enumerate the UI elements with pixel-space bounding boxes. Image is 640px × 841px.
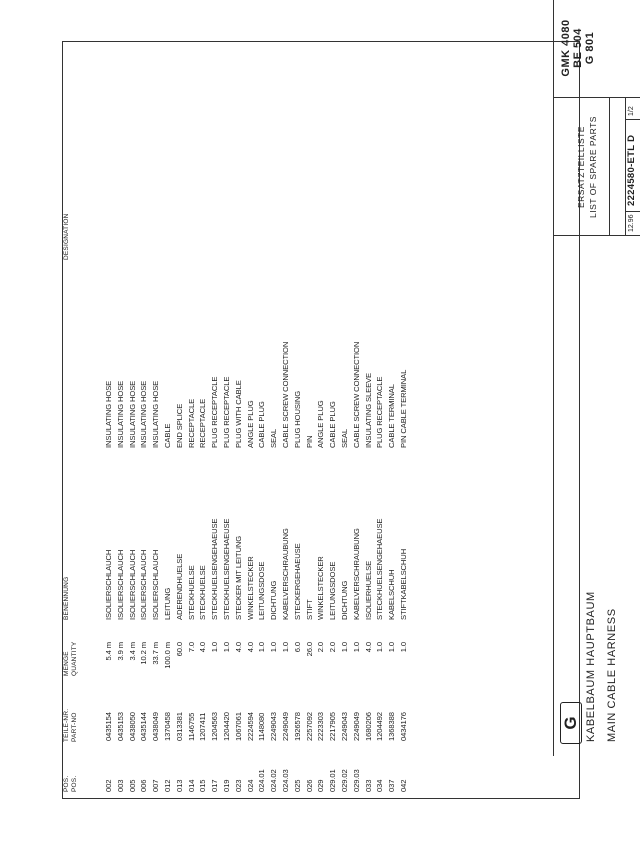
quantity-cell: 3.4 m bbox=[127, 642, 137, 661]
part-no-cell: 1146755 bbox=[186, 712, 196, 741]
benennung-cell: LEITUNG bbox=[163, 587, 172, 620]
pos-cell: 019 bbox=[222, 779, 231, 792]
table-row bbox=[150, 40, 162, 798]
benennung-cell: ISOLIERSCHLAUCH bbox=[104, 549, 113, 620]
model-block bbox=[560, 0, 596, 96]
quantity-cell: 1.0 bbox=[210, 642, 220, 653]
table-row bbox=[245, 40, 257, 798]
designation-cell: INSULATING HOSE bbox=[104, 380, 113, 448]
table-row bbox=[292, 40, 304, 798]
table-row bbox=[127, 40, 139, 798]
part-no-cell: 1204492 bbox=[375, 712, 385, 741]
header-ben-text: BENENNUNG bbox=[63, 576, 70, 620]
table-row bbox=[351, 40, 363, 798]
pos-cell: 024 bbox=[245, 779, 255, 792]
pos-cell: 029 bbox=[316, 779, 326, 792]
quantity-cell: 1.0 bbox=[222, 642, 231, 653]
table-row bbox=[304, 40, 316, 798]
benennung-cell: KABELSCHUH bbox=[387, 569, 397, 620]
header-part-no bbox=[63, 709, 78, 742]
group-number: G 801 bbox=[584, 31, 596, 65]
table-row bbox=[233, 40, 245, 798]
pos-cell: 006 bbox=[139, 779, 149, 792]
designation-cell: RECEPTACLE bbox=[186, 398, 196, 448]
title-block bbox=[553, 0, 640, 756]
part-no-cell: 1204420 bbox=[222, 712, 231, 741]
quantity-cell: 1.0 bbox=[399, 642, 408, 653]
designation-cell: PLUG WITH CABLE bbox=[233, 380, 243, 448]
quantity-cell: 3.9 m bbox=[115, 642, 125, 661]
designation-cell: PLUG RECEPTACLE bbox=[210, 376, 220, 448]
quantity-cell: 4.0 bbox=[245, 642, 255, 653]
designation-cell: ANGLE PLUG bbox=[316, 400, 326, 448]
part-no-cell: 2257092 bbox=[304, 712, 314, 741]
benennung-cell: STECKHUELSENGEHAEUSE bbox=[210, 518, 220, 620]
header-pos-en: POS. bbox=[70, 775, 78, 792]
designation-cell: END SPLICE bbox=[174, 403, 184, 448]
pos-cell: 029.01 bbox=[328, 769, 338, 792]
quantity-cell: 6.0 bbox=[292, 642, 302, 653]
part-no-cell: 1368388 bbox=[387, 712, 397, 741]
part-no-cell: 0435154 bbox=[104, 712, 113, 741]
quantity-cell: 100.0 m bbox=[163, 642, 172, 669]
header-pos-de: POS. bbox=[63, 775, 70, 792]
pos-cell: 034 bbox=[375, 779, 385, 792]
header-des-text: DESIGNATION bbox=[63, 213, 70, 260]
quantity-cell: 33.7 m bbox=[151, 642, 161, 665]
header-benennung bbox=[63, 577, 71, 620]
benennung-cell: WINKELSTECKER bbox=[245, 556, 255, 620]
table-row bbox=[339, 40, 351, 798]
benennung-cell: ADERENDHUELSE bbox=[174, 553, 184, 620]
table-row bbox=[363, 40, 375, 798]
designation-cell: CABLE bbox=[163, 423, 172, 448]
pos-cell: 013 bbox=[174, 779, 184, 792]
pos-cell: 023 bbox=[233, 779, 243, 792]
designation-cell: PIN bbox=[304, 435, 314, 448]
benennung-cell: KABELVERSCHRAUBUNG bbox=[281, 528, 290, 620]
benennung-cell: STIFT bbox=[304, 599, 314, 620]
benennung-cell: ISOLIERSCHLAUCH bbox=[139, 549, 149, 620]
part-no-cell: 2249049 bbox=[351, 712, 361, 741]
benennung-cell: STECKHUELSE bbox=[186, 565, 196, 620]
part-no-cell: 0313381 bbox=[174, 712, 184, 741]
quantity-cell: 1.0 bbox=[340, 642, 349, 653]
quantity-cell: 1.0 bbox=[281, 642, 290, 653]
pos-cell: 007 bbox=[151, 779, 161, 792]
benennung-cell: ISOLIERSCHLAUCH bbox=[127, 549, 137, 620]
part-no-cell: 0438050 bbox=[127, 712, 137, 741]
benennung-cell: ISOLIERSCHLAUCH bbox=[151, 549, 161, 620]
header-part-en: PART-NO bbox=[70, 712, 78, 742]
pos-cell: 037 bbox=[387, 779, 397, 792]
part-no-cell: 2224594 bbox=[245, 712, 255, 741]
table-row bbox=[138, 40, 150, 798]
benennung-cell: STECKHUELSENGEHAEUSE bbox=[375, 518, 385, 620]
ersatzteilliste-label: ERSATZTEILLISTE bbox=[576, 126, 586, 208]
table-row bbox=[374, 40, 386, 798]
quantity-cell: 1.0 bbox=[375, 642, 385, 653]
header-designation bbox=[63, 213, 71, 260]
sheet-number: 1/2 bbox=[628, 106, 635, 116]
header-part-de: TEILE-NR. bbox=[63, 708, 70, 742]
designation-cell: INSULATING HOSE bbox=[139, 380, 149, 448]
quantity-cell: 7.0 bbox=[186, 642, 196, 653]
designation-cell: CABLE SCREW CONNECTION bbox=[351, 341, 361, 448]
designation-cell: CABLE SCREW CONNECTION bbox=[281, 341, 290, 448]
logo-icon: G bbox=[560, 702, 582, 744]
parts-list-frame bbox=[62, 19, 637, 799]
header-qty-en: QUANTITY bbox=[70, 641, 78, 676]
document-number: 2224580-ETL D bbox=[626, 134, 637, 206]
pos-cell: 003 bbox=[115, 779, 125, 792]
benennung-cell: STECKERGEHAEUSE bbox=[292, 543, 302, 620]
pos-cell: 017 bbox=[210, 779, 220, 792]
divider bbox=[625, 211, 640, 212]
quantity-cell: 4.0 bbox=[233, 642, 243, 653]
table-row bbox=[209, 40, 221, 798]
part-no-cell: 1067061 bbox=[233, 712, 243, 741]
designation-cell: ANGLE PLUG bbox=[245, 400, 255, 448]
pos-cell: 005 bbox=[127, 779, 137, 792]
quantity-cell: 1.0 bbox=[269, 642, 279, 653]
quantity-cell: 10.2 m bbox=[139, 642, 149, 665]
pos-cell: 025 bbox=[292, 779, 302, 792]
designation-cell: RECEPTACLE bbox=[198, 398, 208, 448]
pos-cell: 029.03 bbox=[351, 769, 361, 792]
part-no-cell: 0434176 bbox=[399, 712, 408, 741]
table-row bbox=[103, 40, 115, 798]
header-qty-de: MENGE bbox=[63, 651, 70, 676]
divider bbox=[625, 119, 640, 120]
table-row bbox=[174, 40, 186, 798]
title-german: KABELBAUM HAUPTBAUM bbox=[585, 591, 597, 742]
designation-cell: PIN CABLE TERMINAL bbox=[399, 369, 408, 448]
quantity-cell: 1.0 bbox=[351, 642, 361, 653]
benennung-cell: DICHTUNG bbox=[340, 580, 349, 620]
part-no-cell: 1370458 bbox=[163, 712, 172, 741]
part-no-cell: 0438049 bbox=[151, 712, 161, 741]
header-quantity bbox=[63, 642, 78, 676]
quantity-cell: 2.0 bbox=[328, 642, 338, 653]
designation-cell: CABLE PLUG bbox=[257, 401, 267, 448]
designation-cell: CABLE PLUG bbox=[328, 401, 338, 448]
issue-date: 12.96 bbox=[628, 214, 635, 232]
pos-cell: 026 bbox=[304, 779, 314, 792]
quantity-cell: 1.0 bbox=[257, 642, 267, 653]
benennung-cell: DICHTUNG bbox=[269, 580, 279, 620]
table-row bbox=[268, 40, 280, 798]
designation-cell: CABLE TERMINAL bbox=[387, 384, 397, 448]
spare-parts-label: LIST OF SPARE PARTS bbox=[588, 116, 598, 218]
table-row bbox=[327, 40, 339, 798]
quantity-cell: 4.0 bbox=[198, 642, 208, 653]
table-row bbox=[398, 40, 410, 798]
table-row bbox=[280, 40, 292, 798]
part-no-cell: 2249043 bbox=[340, 712, 349, 741]
part-no-cell: 2223303 bbox=[316, 712, 326, 741]
benennung-cell: LEITUNGSDOSE bbox=[328, 561, 338, 620]
designation-cell: PLUG RECEPTACLE bbox=[222, 376, 231, 448]
benennung-cell: LEITUNGSDOSE bbox=[257, 561, 267, 620]
table-row bbox=[162, 40, 174, 798]
pos-cell: 002 bbox=[104, 779, 113, 792]
part-no-cell: 1207411 bbox=[198, 712, 208, 741]
designation-cell: SEAL bbox=[269, 428, 279, 448]
quantity-cell: 26.0 bbox=[304, 642, 314, 657]
pos-cell: 014 bbox=[186, 779, 196, 792]
quantity-cell: 2.0 bbox=[316, 642, 326, 653]
table-row bbox=[256, 40, 268, 798]
benennung-cell: ISOLIERHUELSE bbox=[363, 560, 373, 620]
pos-cell: 012 bbox=[163, 779, 172, 792]
pos-cell: 024.03 bbox=[281, 769, 290, 792]
part-no-cell: 1926578 bbox=[292, 712, 302, 741]
designation-cell: PLUG HOUSING bbox=[292, 390, 302, 448]
part-no-cell: 2217905 bbox=[328, 712, 338, 741]
designation-cell: INSULATING SLEEVE bbox=[363, 373, 373, 448]
designation-cell: INSULATING HOSE bbox=[127, 380, 137, 448]
part-no-cell: 0435153 bbox=[115, 712, 125, 741]
model-number: GMK 4080 bbox=[560, 19, 572, 77]
designation-cell: PLUG RECEPTACLE bbox=[375, 376, 385, 448]
divider bbox=[609, 98, 610, 236]
pos-cell: 024.01 bbox=[257, 769, 267, 792]
header-pos bbox=[63, 776, 78, 792]
benennung-cell: STECKHUELSE bbox=[198, 565, 208, 620]
part-no-cell: 1204563 bbox=[210, 712, 220, 741]
pos-cell: 015 bbox=[198, 779, 208, 792]
benennung-cell: STECKER MIT LEITUNG bbox=[233, 535, 243, 620]
table-row bbox=[197, 40, 209, 798]
title-english: MAIN CABLE HARNESS bbox=[606, 608, 618, 742]
benennung-cell: STIFTKABELSCHUH bbox=[399, 548, 408, 620]
part-no-cell: 1148080 bbox=[257, 712, 267, 741]
benennung-cell: ISOLIERSCHLAUCH bbox=[115, 549, 125, 620]
pos-cell: 024.02 bbox=[269, 769, 279, 792]
quantity-cell: 4.0 bbox=[363, 642, 373, 653]
benennung-cell: KABELVERSCHRAUBUNG bbox=[351, 528, 361, 620]
be-number: BE 504 bbox=[572, 28, 584, 68]
table-row bbox=[115, 40, 127, 798]
part-no-cell: 0435144 bbox=[139, 712, 149, 741]
designation-cell: INSULATING HOSE bbox=[151, 380, 161, 448]
table-row bbox=[386, 40, 398, 798]
quantity-cell: 1.0 bbox=[387, 642, 397, 653]
part-no-cell: 2249049 bbox=[281, 712, 290, 741]
quantity-cell: 5.4 m bbox=[104, 642, 113, 661]
benennung-cell: WINKELSTECKER bbox=[316, 556, 326, 620]
part-no-cell: 2249043 bbox=[269, 712, 279, 741]
benennung-cell: STECKHUELSENGEHAEUSE bbox=[222, 518, 231, 620]
designation-cell: INSULATING HOSE bbox=[115, 380, 125, 448]
designation-cell: SEAL bbox=[340, 428, 349, 448]
table-row bbox=[221, 40, 233, 798]
table-row bbox=[315, 40, 327, 798]
table-row bbox=[186, 40, 198, 798]
pos-cell: 042 bbox=[399, 779, 408, 792]
part-no-cell: 1680206 bbox=[363, 712, 373, 741]
pos-cell: 029.02 bbox=[340, 769, 349, 792]
pos-cell: 033 bbox=[363, 779, 373, 792]
quantity-cell: 60.0 bbox=[174, 642, 184, 657]
